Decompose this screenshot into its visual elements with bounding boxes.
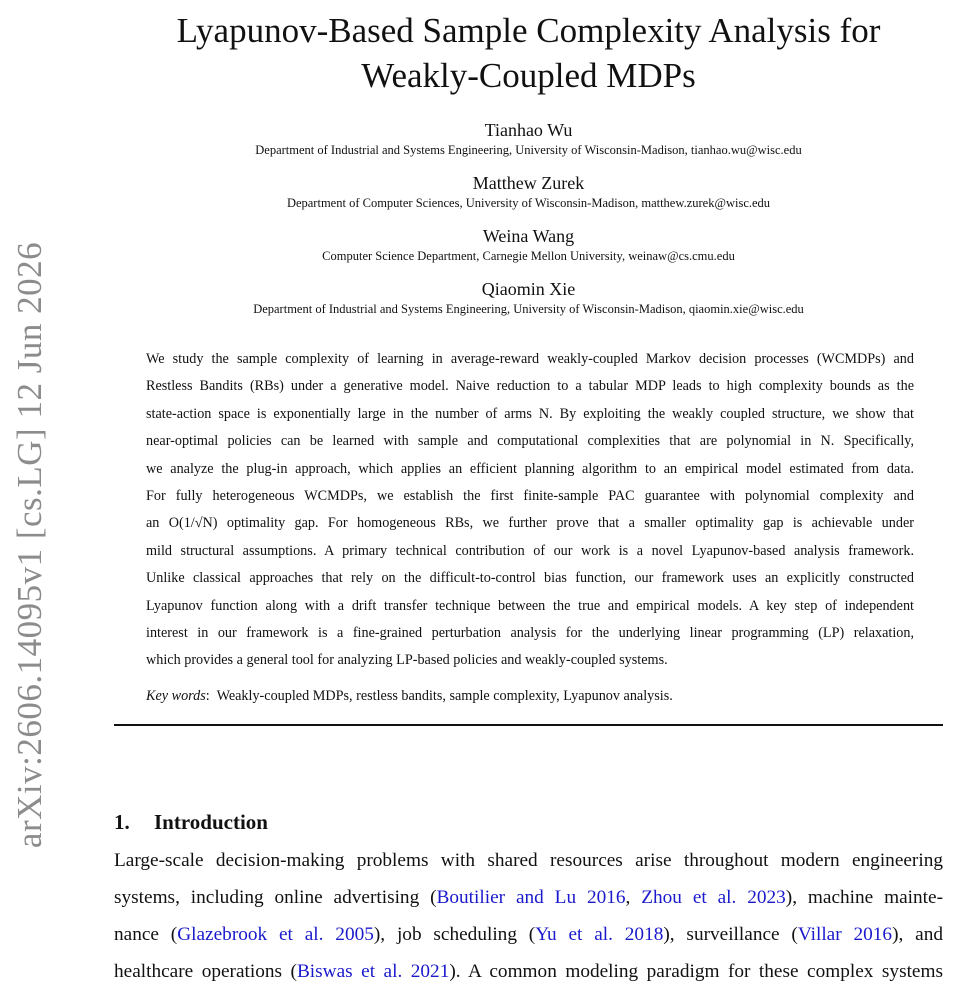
author-affiliation: Computer Science Department, Carnegie Mellon University, weinaw@cs.cmu.edu bbox=[322, 249, 735, 263]
intro-text: nance ( bbox=[114, 924, 178, 945]
arxiv-id-text: arXiv:2606.14095v1 [cs.LG] 12 Jun 2026 bbox=[10, 241, 49, 849]
section-divider bbox=[114, 724, 943, 726]
author-name: Tianhao Wu bbox=[484, 120, 573, 140]
abstract-line: near-optimal policies can be learned with sample and computational complexities that are polynomial in N. Specifically, bbox=[146, 433, 914, 450]
abstract-line: Lyapunov function along with a drift transfer technique between the true and empirical models. A key step of independent bbox=[146, 597, 914, 614]
abstract-line: Restless Bandits (RBs) under a generative model. Naive reduction to a tabular MDP leads to high complexity bounds as the bbox=[146, 378, 914, 395]
intro-text: systems, including online advertising ( bbox=[114, 887, 437, 908]
section-number: 1. bbox=[114, 810, 130, 834]
keywords-separator: : bbox=[205, 688, 210, 704]
author-affiliation: Department of Computer Sciences, University of Wisconsin-Madison, matthew.zurek@wisc.edu bbox=[286, 196, 771, 210]
abstract-line: Unlike classical approaches that rely on the difficult-to-control bias function, our framework uses an explicitly constructed bbox=[146, 570, 914, 587]
intro-text: ), machine mainte- bbox=[785, 887, 943, 908]
paper-title bbox=[100, 8, 957, 98]
author-name: Qiaomin Xie bbox=[481, 279, 576, 299]
abstract-line: interest in our framework is a fine-grained perturbation analysis for the underlying linear programming (LP) relaxation, bbox=[146, 625, 914, 642]
intro-text: ). A common modeling paradigm for these complex systems bbox=[449, 961, 943, 982]
citation-link[interactable]: Glazebrook et al. 2005 bbox=[177, 924, 374, 945]
section-title: Introduction bbox=[154, 810, 268, 834]
intro-text: ), job scheduling ( bbox=[373, 924, 536, 945]
abstract-line: which provides a general tool for analyzing LP-based policies and weakly-coupled systems. bbox=[146, 652, 668, 669]
citation-link[interactable]: Villar 2016 bbox=[797, 924, 893, 945]
abstract bbox=[146, 346, 914, 675]
abstract-line: We study the sample complexity of learning in average-reward weakly-coupled Markov decision processes (WCMDPs) and bbox=[146, 351, 914, 367]
author-affiliation: Department of Industrial and Systems Engineering, University of Wisconsin-Madison, tianhao.wu@wisc.edu bbox=[255, 143, 802, 157]
citation-link[interactable]: Boutilier and Lu 2016 bbox=[436, 887, 626, 908]
intro-line bbox=[114, 879, 943, 916]
intro-text: healthcare operations ( bbox=[114, 961, 297, 982]
abstract-line: an O(1/√N) optimality gap. For homogeneous RBs, we further prove that a smaller optimality gap is achievable under bbox=[146, 515, 914, 532]
keywords bbox=[146, 686, 673, 706]
intro-text: Large-scale decision-making problems with shared resources arise throughout modern engineering bbox=[114, 850, 943, 871]
intro-text: , bbox=[625, 887, 642, 908]
citation-link[interactable]: Yu et al. 2018 bbox=[535, 924, 664, 945]
author-name: Weina Wang bbox=[482, 226, 575, 246]
section-heading bbox=[114, 808, 268, 836]
keywords-label: Key words bbox=[146, 688, 206, 704]
keywords-text: Weakly-coupled MDPs, restless bandits, sample complexity, Lyapunov analysis. bbox=[216, 688, 673, 704]
intro-line bbox=[114, 916, 943, 953]
citation-link[interactable]: Biswas et al. 2021 bbox=[296, 961, 450, 982]
abstract-line: state-action space is exponentially large in the number of arms N. By exploiting the weakly coupled structure, we show that bbox=[146, 405, 914, 422]
author-block bbox=[0, 118, 957, 330]
intro-text: ), and bbox=[892, 924, 943, 945]
intro-line bbox=[114, 953, 943, 990]
author-affiliation: Department of Industrial and Systems Engineering, University of Wisconsin-Madison, qiaomin.xie@wisc.edu bbox=[253, 302, 804, 316]
citation-link[interactable]: Zhou et al. 2023 bbox=[641, 887, 786, 908]
intro-text: ), surveillance ( bbox=[663, 924, 798, 945]
abstract-line: For fully heterogeneous WCMDPs, we establish the first finite-sample PAC guarantee with polynomial complexity and bbox=[146, 488, 914, 505]
title-line-2: Weakly-Coupled MDPs bbox=[361, 56, 696, 95]
abstract-line: mild structural assumptions. A primary technical contribution of our work is a novel Lyapunov-based analysis framework. bbox=[146, 542, 914, 559]
author-name: Matthew Zurek bbox=[472, 173, 585, 193]
abstract-line: we analyze the plug-in approach, which applies an efficient planning algorithm to an empirical model estimated from data. bbox=[146, 460, 914, 477]
introduction-paragraph bbox=[114, 842, 943, 990]
title-line-1: Lyapunov-Based Sample Complexity Analysis for bbox=[176, 11, 881, 50]
intro-line bbox=[114, 842, 943, 879]
